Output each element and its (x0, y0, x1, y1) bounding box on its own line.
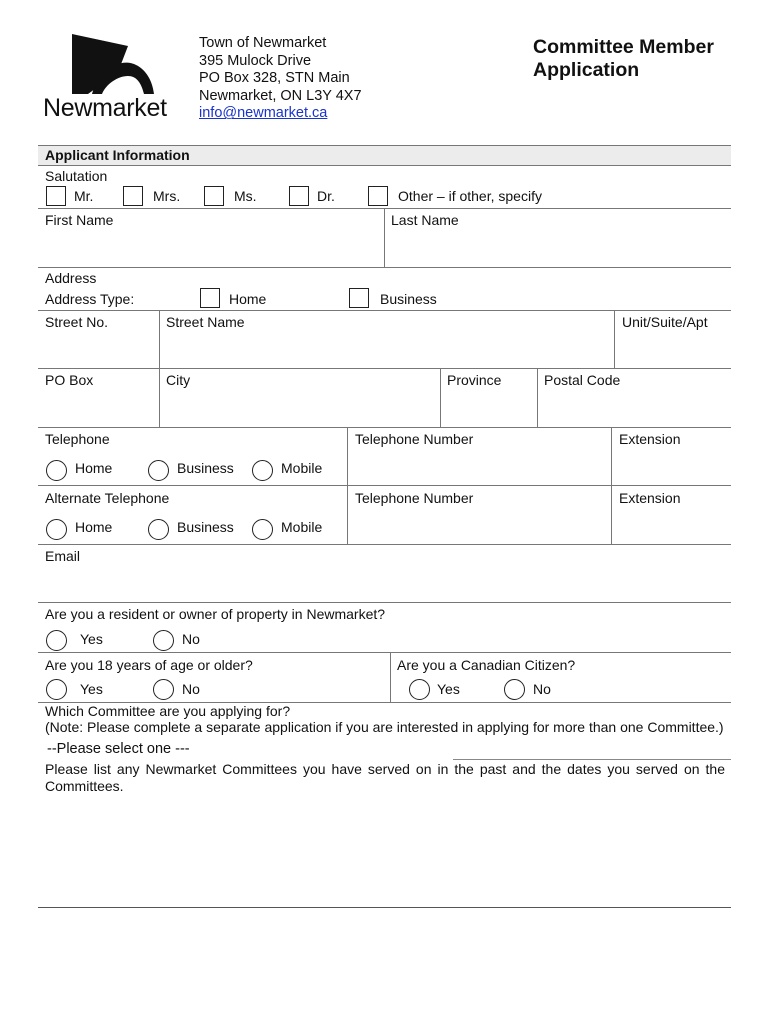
resident-question: Are you a resident or owner of property in Newmarket? (45, 606, 386, 622)
label-address-home: Home (229, 291, 267, 307)
address-line-3: PO Box 328, STN Main (199, 70, 350, 87)
last-name-label: Last Name (391, 212, 459, 228)
past-committees-line-2: Committees. (45, 777, 124, 794)
label-citizen-yes: Yes (437, 681, 460, 697)
email-field[interactable] (38, 566, 731, 601)
radio-alt-business[interactable] (148, 519, 169, 540)
label-address-business: Business (380, 291, 437, 307)
label-phone-mobile: Mobile (281, 460, 323, 476)
email-link[interactable]: info@newmarket.ca (199, 105, 328, 122)
section-header (38, 145, 731, 166)
label-ms: Ms. (234, 188, 257, 204)
radio-citizen-no[interactable] (504, 679, 525, 700)
past-committees-text (45, 761, 725, 794)
postal-code-label: Postal Code (544, 372, 621, 388)
label-citizen-no: No (533, 681, 551, 697)
section-title: Applicant Information (45, 147, 190, 163)
label-resident-no: No (182, 631, 200, 647)
radio-resident-no[interactable] (153, 630, 174, 651)
label-alt-mobile: Mobile (281, 519, 323, 535)
committee-select[interactable]: --Please select one --- (47, 741, 190, 757)
city-label: City (166, 372, 191, 388)
radio-phone-home[interactable] (46, 460, 67, 481)
checkbox-mr[interactable] (46, 186, 66, 206)
radio-phone-mobile[interactable] (252, 460, 273, 481)
label-age-no: No (182, 681, 200, 697)
form-title: Committee Member Application (533, 36, 714, 81)
radio-alt-home[interactable] (46, 519, 67, 540)
label-mrs: Mrs. (153, 188, 181, 204)
address-label: Address (45, 270, 97, 286)
province-label: Province (447, 372, 502, 388)
first-name-label: First Name (45, 212, 114, 228)
po-box-label: PO Box (45, 372, 94, 388)
unit-label: Unit/Suite/Apt (622, 314, 708, 330)
address-line-2: 395 Mulock Drive (199, 52, 312, 69)
checkbox-ms[interactable] (204, 186, 224, 206)
last-name-field[interactable] (386, 230, 730, 266)
label-phone-business: Business (177, 460, 234, 476)
logo-wordmark: Newmarket (43, 94, 167, 122)
committee-question: Which Committee are you applying for? (45, 703, 291, 719)
age-question: Are you 18 years of age or older? (45, 657, 253, 673)
past-committees-line-1: Please list any Newmarket Committees you have served on in the past and the dates you served on the (45, 761, 725, 777)
newmarket-logo (40, 32, 180, 124)
alt-extension-label: Extension (619, 490, 681, 506)
label-other: Other – if other, specify (398, 188, 542, 204)
newmarket-logo-icon (40, 32, 180, 94)
extension-label: Extension (619, 431, 681, 447)
radio-phone-business[interactable] (148, 460, 169, 481)
radio-alt-mobile[interactable] (252, 519, 273, 540)
radio-age-yes[interactable] (46, 679, 67, 700)
label-resident-yes: Yes (80, 631, 103, 647)
street-name-label: Street Name (166, 314, 245, 330)
radio-resident-yes[interactable] (46, 630, 67, 651)
label-phone-home: Home (75, 460, 113, 476)
citizen-question: Are you a Canadian Citizen? (397, 657, 576, 673)
address-line-4: Newmarket, ON L3Y 4X7 (199, 87, 362, 104)
radio-citizen-yes[interactable] (409, 679, 430, 700)
label-mr: Mr. (74, 188, 94, 204)
town-address (199, 35, 362, 123)
checkbox-mrs[interactable] (123, 186, 143, 206)
label-alt-home: Home (75, 519, 113, 535)
checkbox-address-business[interactable] (349, 288, 369, 308)
label-alt-business: Business (177, 519, 234, 535)
street-no-label: Street No. (45, 314, 109, 330)
telephone-label: Telephone (45, 431, 110, 447)
past-committees-field[interactable] (38, 798, 731, 906)
salutation-label: Salutation (45, 168, 108, 184)
email-label: Email (45, 548, 81, 564)
alternate-telephone-label: Alternate Telephone (45, 490, 170, 506)
address-type-label: Address Type: (45, 291, 135, 307)
alt-telephone-number-label: Telephone Number (355, 490, 474, 506)
committee-note: (Note: Please complete a separate application if you are interested in applying for more than one Committee.) (45, 719, 724, 735)
checkbox-address-home[interactable] (200, 288, 220, 308)
label-dr: Dr. (317, 188, 335, 204)
telephone-number-label: Telephone Number (355, 431, 474, 447)
first-name-field[interactable] (38, 230, 384, 266)
address-line-1: Town of Newmarket (199, 35, 327, 51)
checkbox-other[interactable] (368, 186, 388, 206)
radio-age-no[interactable] (153, 679, 174, 700)
label-age-yes: Yes (80, 681, 103, 697)
checkbox-dr[interactable] (289, 186, 309, 206)
